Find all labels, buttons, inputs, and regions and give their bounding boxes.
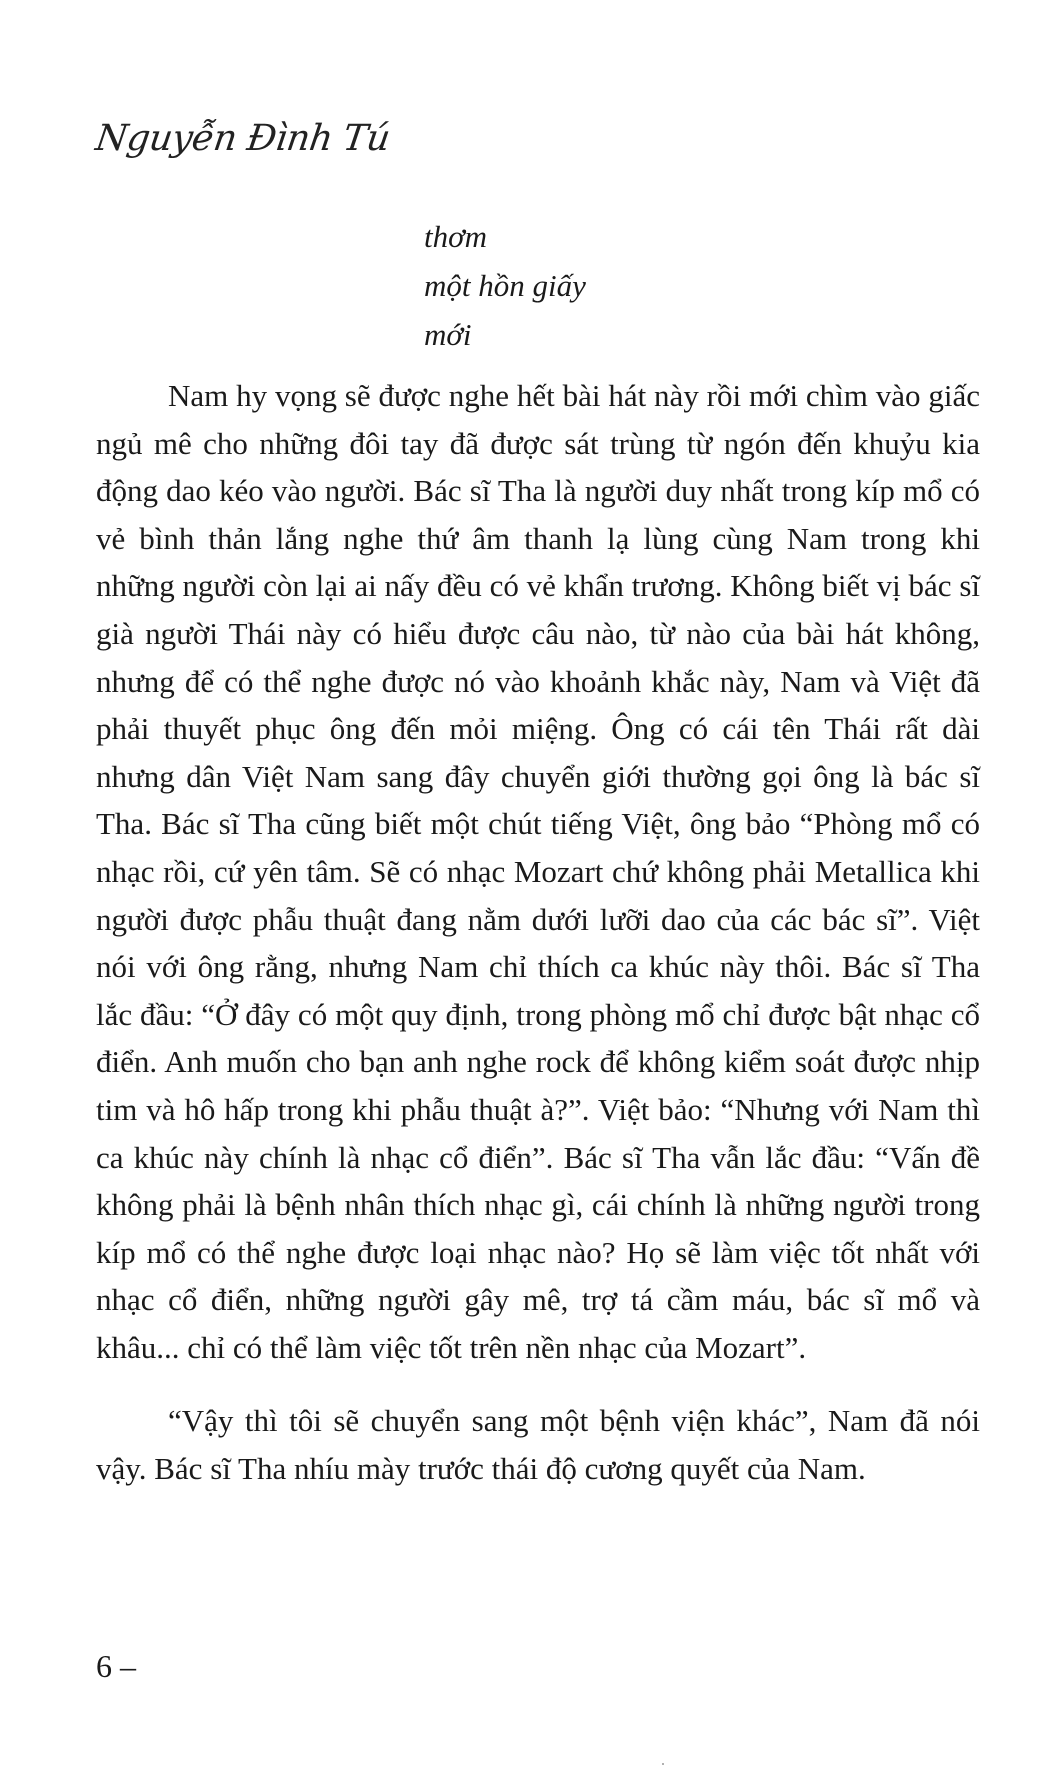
page-number-dash: –: [120, 1648, 136, 1684]
poem-line: mới: [424, 317, 472, 352]
page-number: [96, 1648, 136, 1685]
body-text: [96, 372, 980, 1493]
page-number-value: 6: [96, 1648, 112, 1684]
poem-fragment: [424, 212, 586, 359]
paragraph: “Vậy thì tôi sẽ chuyển sang một bệnh viện khác”, Nam đã nói vậy. Bác sĩ Tha nhíu mày trước thái độ cương quyết của Nam.: [96, 1403, 980, 1487]
poem-line: thơm: [424, 219, 488, 254]
paragraph: Nam hy vọng sẽ được nghe hết bài hát này rồi mới chìm vào giấc ngủ mê cho những đôi tay đã được sát trùng từ ngón đến khuỷu kia động dao kéo vào người. Bác sĩ Tha là người duy nhất trong kíp mổ có vẻ bình thản lắng nghe thứ âm thanh lạ lùng cùng Nam trong khi những người còn lại ai nấy đều có vẻ khẩn trương. Không biết vị bác sĩ già người Thái này có hiểu được câu nào, từ nào của bài hát không, nhưng để có thể nghe được nó vào khoảnh khắc này, Nam và Việt đã phải thuyết phục ông đến mỏi miệng. Ông có cái tên Thái rất dài nhưng dân Việt Nam sang đây chuyển giới thường gọi ông là bác sĩ Tha. Bác sĩ Tha cũng biết một chút tiếng Việt, ông bảo “Phòng mổ có nhạc rồi, cứ yên tâm. Sẽ có nhạc Mozart chứ không phải Metallica khi người được phẫu thuật đang nằm dưới lưỡi dao của các bác sĩ”. Việt nói với ông rằng, nhưng Nam chỉ thích ca khúc này thôi. Bác sĩ Tha lắc đầu: “Ở đây có một quy định, trong phòng mổ chỉ được bật nhạc cổ điển. Anh muốn cho bạn anh nghe rock để không kiểm soát được nhịp tim và hô hấp trong khi phẫu thuật à?”. Việt bảo: “Nhưng với Nam thì ca khúc này chính là nhạc cổ điển”. Bác sĩ Tha vẫn lắc đầu: “Vấn đề không phải là bệnh nhân thích nhạc gì, cái chính là những người trong kíp mổ có thể nghe được loại nhạc nào? Họ sẽ làm việc tốt nhất với nhạc cổ điển, những người gây mê, trợ tá cầm máu, bác sĩ mổ và khâu... chỉ có thể làm việc tốt trên nền nhạc của Mozart”.: [96, 378, 980, 1365]
poem-line: một hồn giấy: [424, 268, 586, 303]
running-header-author: Nguyễn Đình Tú: [93, 118, 393, 159]
scan-speck: [662, 1763, 664, 1765]
